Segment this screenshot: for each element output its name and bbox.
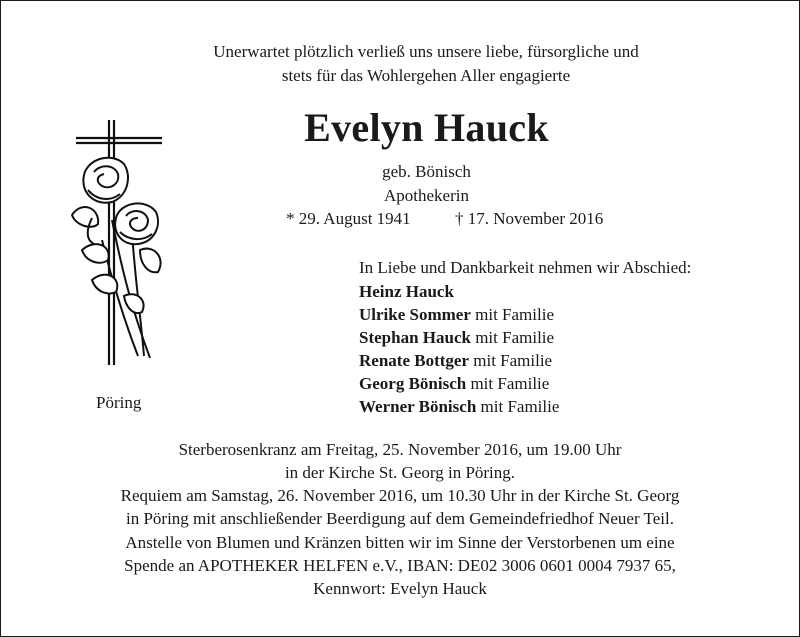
mourner-suffix: mit Familie	[470, 328, 555, 347]
deceased-name: Evelyn Hauck	[304, 105, 549, 150]
profession: Apothekerin	[384, 186, 469, 205]
mourners-list	[359, 280, 559, 418]
mourner-suffix: mit Familie	[470, 305, 554, 324]
mourner-item	[359, 303, 559, 326]
mourner-name: Heinz Hauck	[359, 282, 454, 301]
mourner-item	[359, 349, 559, 372]
service-info	[0, 438, 800, 600]
mourner-item	[359, 395, 559, 418]
mourner-suffix: mit Familie	[476, 397, 560, 416]
mourner-suffix: mit Familie	[466, 374, 550, 393]
intro-text	[0, 40, 800, 88]
mourner-name: Stephan Hauck	[359, 328, 471, 347]
donation-line-2: Spende an APOTHEKER HELFEN e.V., IBAN: DE02 3006 0601 0004 7937 65,	[124, 556, 676, 575]
cross-with-roses-icon	[62, 120, 182, 365]
mourner-item	[359, 280, 559, 303]
mourner-name: Werner Bönisch	[359, 397, 477, 416]
death-date: † 17. November 2016	[455, 209, 604, 228]
mourner-name: Ulrike Sommer	[359, 305, 471, 324]
donation-line-3: Kennwort: Evelyn Hauck	[313, 579, 487, 598]
service-line-3: Requiem am Samstag, 26. November 2016, um 10.30 Uhr in der Kirche St. Georg	[120, 486, 680, 505]
service-line-1: Sterberosenkranz am Freitag, 25. November 2016, um 19.00 Uhr	[178, 440, 622, 459]
intro-line-1: Unerwartet plötzlich verließ uns unsere liebe, fürsorgliche und	[213, 42, 639, 61]
donation-line-1: Anstelle von Blumen und Kränzen bitten wir im Sinne der Verstorbenen um eine	[125, 533, 675, 552]
mourner-item	[359, 326, 559, 349]
service-line-2: in der Kirche St. Georg in Pöring.	[284, 463, 516, 482]
birth-name: geb. Bönisch	[382, 162, 471, 181]
intro-line-2: stets für das Wohlergehen Aller engagierte	[281, 66, 571, 85]
farewell-text: In Liebe und Dankbarkeit nehmen wir Abschied:	[359, 258, 692, 277]
mourner-name: Renate Bottger	[359, 351, 469, 370]
mourner-item	[359, 372, 559, 395]
place-name: Pöring	[96, 393, 142, 412]
birth-date: * 29. August 1941	[286, 209, 411, 228]
mourner-suffix: mit Familie	[469, 351, 553, 370]
service-line-4: in Pöring mit anschließender Beerdigung auf dem Gemeindefriedhof Neuer Teil.	[126, 509, 674, 528]
mourner-name: Georg Bönisch	[359, 374, 467, 393]
